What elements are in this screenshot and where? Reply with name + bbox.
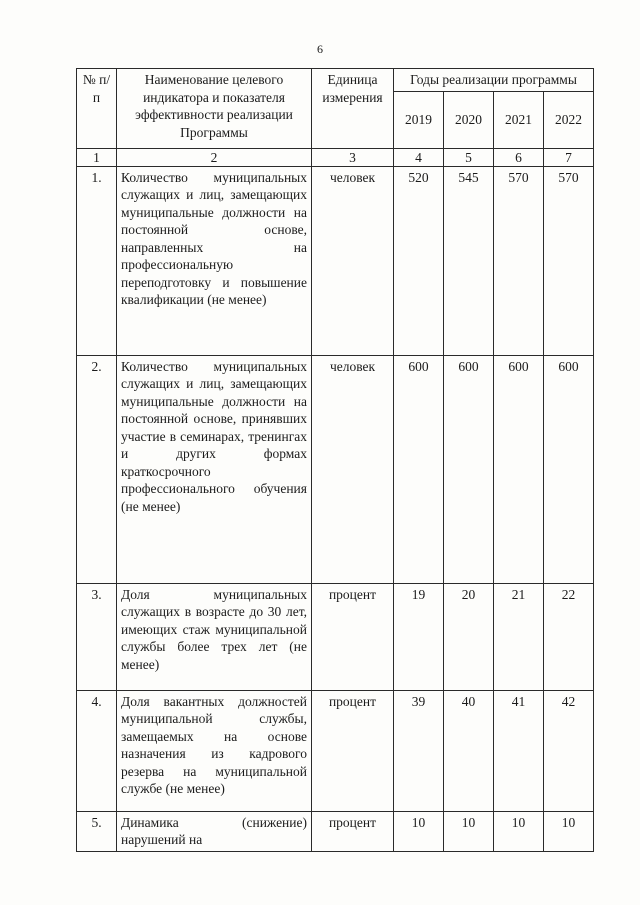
value-2019: 39 (394, 690, 444, 811)
table-row (77, 166, 594, 355)
value-2021: 41 (494, 690, 544, 811)
indicator-unit: человек (312, 166, 394, 355)
indicators-table (76, 68, 594, 852)
header-name: Наименование целевого индикатора и показателя эффективности реализации Программы (117, 69, 312, 149)
value-2019: 600 (394, 355, 444, 583)
value-2020: 10 (444, 811, 494, 851)
value-2022: 10 (544, 811, 594, 851)
header-year: 2020 (444, 91, 494, 148)
indicator-name: Количество муниципальных служащих и лиц, замещающих муниципальные должности на постоянной основе, принявших участие в семинарах, тренингах и других формах краткосрочного профессионального обучения (не менее) (117, 355, 312, 583)
indicator-unit: процент (312, 690, 394, 811)
value-2020: 20 (444, 583, 494, 690)
row-number: 5. (77, 811, 117, 851)
indicator-name: Динамика (снижение) нарушений на (117, 811, 312, 851)
table-row (77, 690, 594, 811)
row-number: 2. (77, 355, 117, 583)
indicator-name: Доля муниципальных служащих в возрасте до 30 лет, имеющих стаж муниципальной службы более трех лет (не менее) (117, 583, 312, 690)
column-number: 2 (117, 148, 312, 166)
row-number: 3. (77, 583, 117, 690)
indicator-unit: процент (312, 811, 394, 851)
header-unit: Единица измерения (312, 69, 394, 149)
value-2022: 42 (544, 690, 594, 811)
page-number: 6 (317, 42, 323, 56)
value-2021: 600 (494, 355, 544, 583)
value-2020: 545 (444, 166, 494, 355)
header-row (77, 69, 594, 92)
table-row (77, 355, 594, 583)
table-row (77, 583, 594, 690)
value-2019: 520 (394, 166, 444, 355)
column-number: 3 (312, 148, 394, 166)
column-number: 5 (444, 148, 494, 166)
value-2021: 10 (494, 811, 544, 851)
value-2021: 21 (494, 583, 544, 690)
header-year: 2019 (394, 91, 444, 148)
column-number: 4 (394, 148, 444, 166)
header-year: 2021 (494, 91, 544, 148)
row-number: 1. (77, 166, 117, 355)
header-year: 2022 (544, 91, 594, 148)
column-numbers-row (77, 148, 594, 166)
table-row (77, 811, 594, 851)
value-2022: 22 (544, 583, 594, 690)
indicator-unit: человек (312, 355, 394, 583)
value-2022: 570 (544, 166, 594, 355)
header-num: № п/п (77, 69, 117, 149)
value-2020: 40 (444, 690, 494, 811)
column-number: 1 (77, 148, 117, 166)
indicator-name: Количество муниципальных служащих и лиц, замещающих муниципальные должности на постоянной основе, направленных на профессиональную переподготовку и повышение квалификации (не менее) (117, 166, 312, 355)
header-years-title: Годы реализации программы (394, 69, 594, 92)
column-number: 7 (544, 148, 594, 166)
value-2019: 10 (394, 811, 444, 851)
value-2020: 600 (444, 355, 494, 583)
column-number: 6 (494, 148, 544, 166)
row-number: 4. (77, 690, 117, 811)
value-2019: 19 (394, 583, 444, 690)
indicator-unit: процент (312, 583, 394, 690)
value-2022: 600 (544, 355, 594, 583)
value-2021: 570 (494, 166, 544, 355)
indicator-name: Доля вакантных должностей муниципальной службы, замещаемых на основе назначения из кадрового резерва на муниципальной службе (не менее) (117, 690, 312, 811)
